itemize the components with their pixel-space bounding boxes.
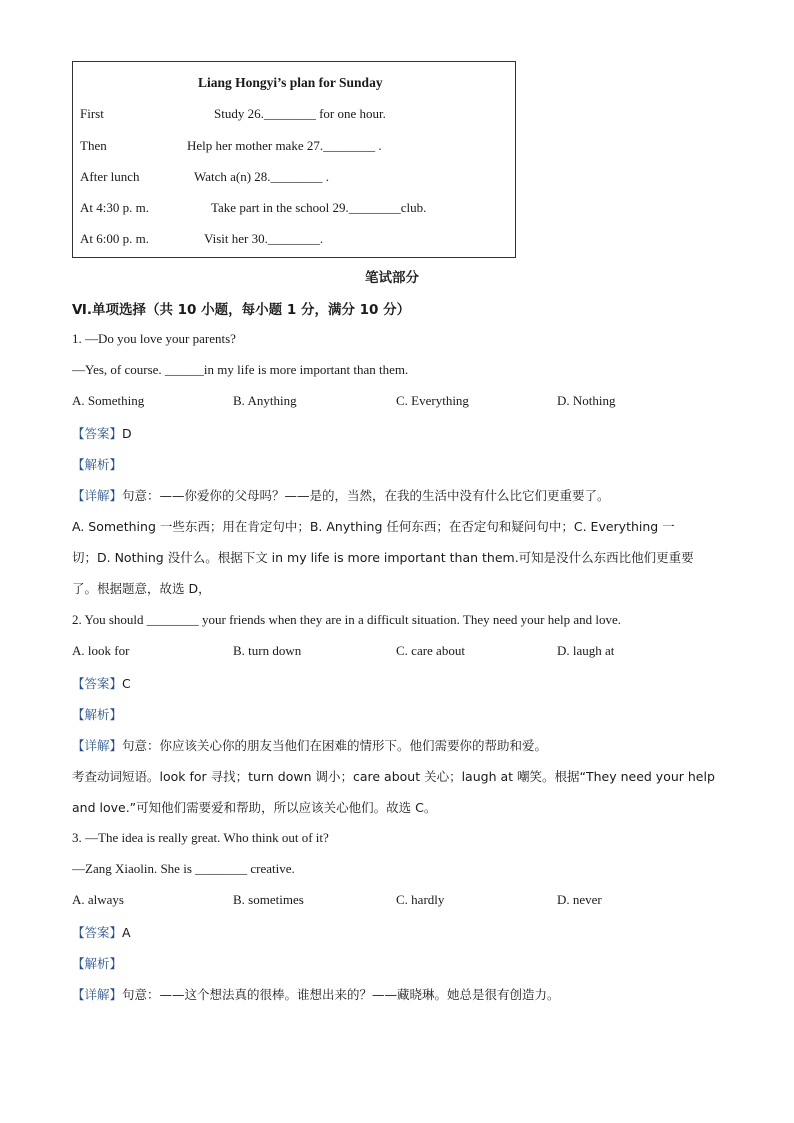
question-line: —Yes, of course. ______in my life is more important than them. xyxy=(72,362,409,377)
detail-label: 【详解】 xyxy=(72,488,123,503)
plan-time: Then xyxy=(80,138,107,153)
detail-text: 句意：——这个想法真的很棒。谁想出来的？——藏晓琳。她总是很有创造力。 xyxy=(122,987,560,1002)
answer-value: C xyxy=(122,676,131,691)
plan-title: Liang Hongyi’s plan for Sunday xyxy=(198,75,383,90)
answer-value: D xyxy=(122,426,132,441)
section-heading: 笔试部分 xyxy=(365,270,419,286)
answer-line xyxy=(72,424,132,442)
detail-line xyxy=(72,985,560,1003)
detail-text: 句意：你应该关心你的朋友当他们在困难的情形下。他们需要你的帮助和爱。 xyxy=(122,738,548,753)
question-line: 2. You should ________ your friends when they are in a difficult situation. They need your help and love. xyxy=(72,612,622,627)
detail-line: A. Something 一些东西；用在肯定句中；B. Anything 任何东西；在否定句和疑问句中；C. Everything 一 xyxy=(72,519,675,534)
question-line: —Zang Xiaolin. She is ________ creative. xyxy=(72,861,295,876)
question-line: 3. —The idea is really great. Who think out of it? xyxy=(72,830,329,845)
answer-line xyxy=(72,674,131,692)
option-a: A. look for xyxy=(72,643,130,658)
detail-line xyxy=(72,736,547,754)
option-c: C. care about xyxy=(396,643,465,658)
option-b: B. turn down xyxy=(233,643,302,658)
plan-time: First xyxy=(80,106,104,121)
detail-line: 切；D. Nothing 没什么。根据下文 in my life is more important than them.可知是没什么东西比他们更重要 xyxy=(72,550,694,565)
option-d: D. never xyxy=(557,892,602,907)
detail-line: 了。根据题意，故选 D， xyxy=(72,581,211,596)
plan-task: Take part in the school 29.________club. xyxy=(211,200,427,215)
option-c: C. Everything xyxy=(396,393,469,408)
answer-label: 【答案】 xyxy=(72,676,123,691)
option-d: D. laugh at xyxy=(557,643,615,658)
option-a: A. always xyxy=(72,892,124,907)
detail-line: 考查动词短语。look for 寻找；turn down 调小；care about 关心；laugh at 嘲笑。根据“They need your help xyxy=(72,769,715,784)
plan-task: Watch a(n) 28.________ . xyxy=(194,169,330,184)
analysis-label: 【解析】 xyxy=(72,707,123,722)
plan-task: Study 26.________ for one hour. xyxy=(214,106,386,121)
detail-line xyxy=(72,486,610,504)
answer-label: 【答案】 xyxy=(72,925,123,940)
answer-label: 【答案】 xyxy=(72,426,123,441)
plan-time: At 4:30 p. m. xyxy=(80,200,149,215)
analysis-label: 【解析】 xyxy=(72,956,123,971)
part-heading: Ⅵ.单项选择（共 10 小题，每小题 1 分，满分 10 分） xyxy=(72,302,411,318)
plan-time: At 6:00 p. m. xyxy=(80,231,149,246)
plan-time: After lunch xyxy=(80,169,140,184)
detail-label: 【详解】 xyxy=(72,987,123,1002)
option-d: D. Nothing xyxy=(557,393,616,408)
detail-line: and love.”可知他们需要爱和帮助，所以应该关心他们。故选 C。 xyxy=(72,800,437,815)
plan-task: Help her mother make 27.________ . xyxy=(187,138,382,153)
question-line: 1. —Do you love your parents? xyxy=(72,331,236,346)
analysis-label: 【解析】 xyxy=(72,457,123,472)
option-c: C. hardly xyxy=(396,892,445,907)
detail-text: 句意：——你爱你的父母吗？——是的，当然，在我的生活中没有什么比它们更重要了。 xyxy=(122,488,610,503)
detail-label: 【详解】 xyxy=(72,738,123,753)
answer-line xyxy=(72,923,131,941)
answer-value: A xyxy=(122,925,131,940)
plan-task: Visit her 30.________. xyxy=(204,231,324,246)
option-a: A. Something xyxy=(72,393,145,408)
option-b: B. Anything xyxy=(233,393,297,408)
option-b: B. sometimes xyxy=(233,892,304,907)
